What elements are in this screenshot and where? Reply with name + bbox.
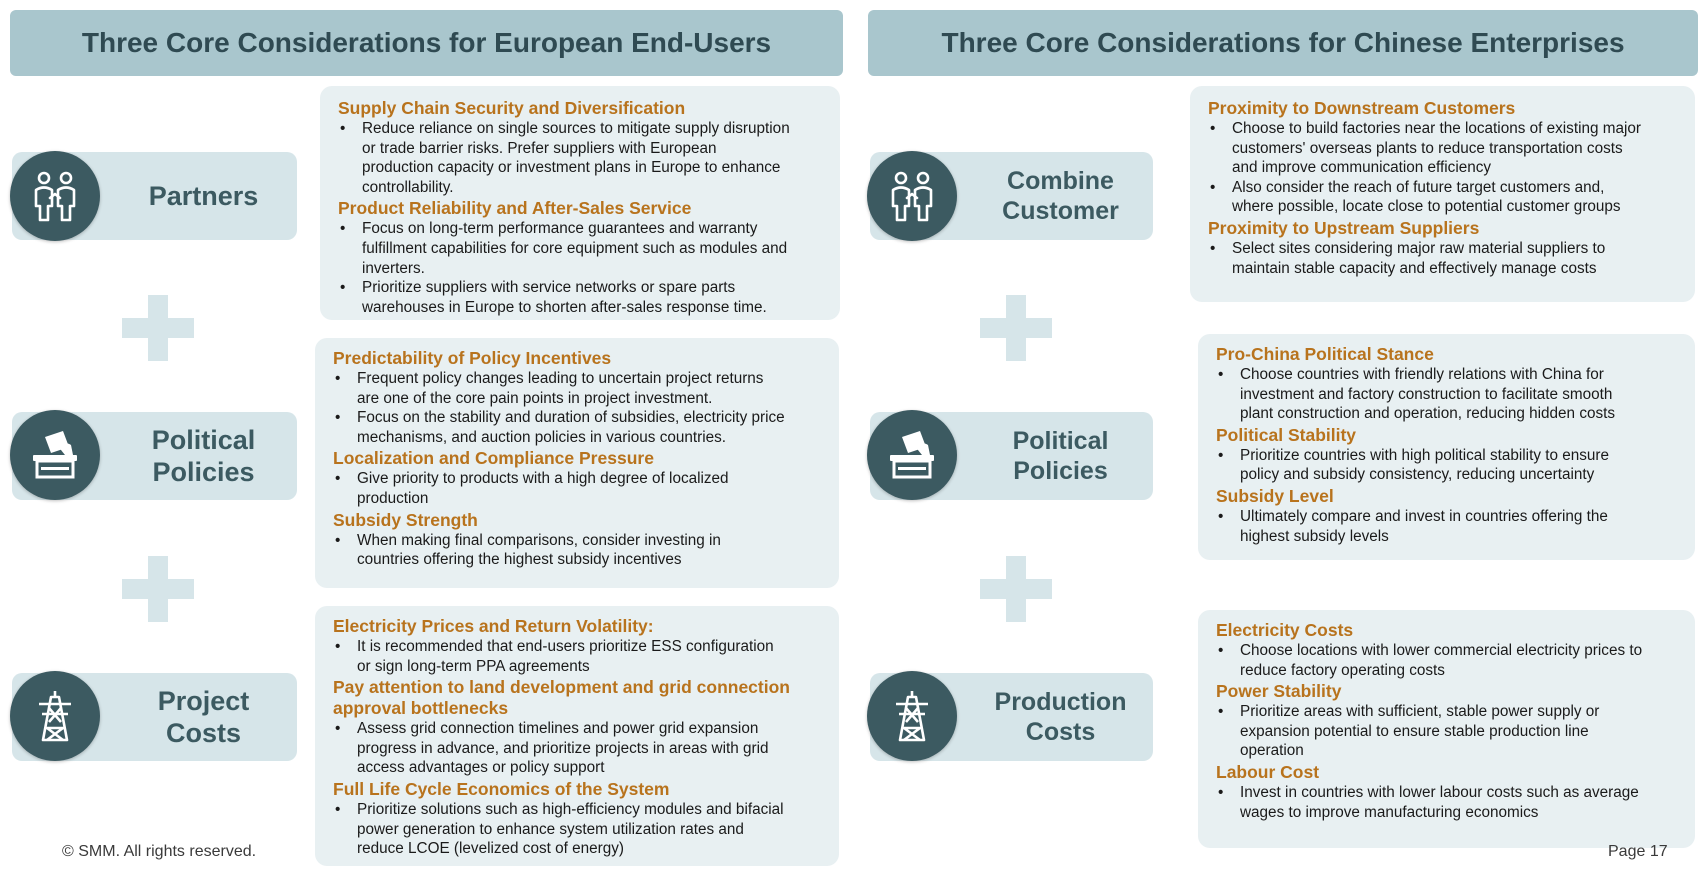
section-title bbox=[1216, 762, 1679, 783]
copyright-notice: © SMM. All rights reserved. bbox=[62, 843, 257, 860]
section-title bbox=[1216, 681, 1679, 702]
bullet-line: • Choose to build factories near the locations of existing major bbox=[1232, 120, 1641, 137]
section-title bbox=[333, 616, 823, 637]
section-title bbox=[1216, 425, 1679, 446]
bullet-line: investment and factory construction to facilitate smooth bbox=[1240, 385, 1613, 403]
bullet-line: • Ultimately compare and invest in countries offering the bbox=[1240, 507, 1608, 525]
detail-panel-political-policies bbox=[315, 338, 839, 588]
ballot-box-icon bbox=[10, 410, 100, 500]
bullet-line: fulfillment capabilities for core equipment such as modules and bbox=[362, 239, 788, 257]
bullet-list bbox=[333, 800, 823, 859]
bullet-list bbox=[1216, 783, 1679, 822]
bullet-line: warehouses in Europe to shorten after-sales response time. bbox=[362, 298, 767, 316]
category-label-project-costs: Project Costs bbox=[157, 685, 250, 748]
category-label-partners: Partners bbox=[148, 180, 259, 211]
section-title-line: approval bottlenecks bbox=[333, 698, 509, 719]
bullet-line: power generation to enhance system utilization rates and bbox=[357, 820, 744, 838]
bullet-item bbox=[338, 219, 824, 278]
bullet-line: access advantages or policy support bbox=[357, 759, 605, 777]
power-tower-icon bbox=[10, 671, 100, 761]
bullet-line: inverters. bbox=[362, 259, 425, 277]
bullet-item bbox=[333, 469, 823, 508]
bullet-line: • Assess grid connection timelines and power grid expansion bbox=[357, 720, 759, 738]
bullet-item bbox=[338, 119, 824, 197]
section-title-line: Proximity to Upstream Suppliers bbox=[1208, 217, 1480, 238]
section-title-line: Electricity Costs bbox=[1216, 620, 1354, 640]
bullet-line: operation bbox=[1240, 742, 1304, 760]
bullet-list bbox=[338, 219, 824, 317]
detail-panel-partners bbox=[320, 86, 840, 320]
bullet-item bbox=[1208, 119, 1679, 178]
bullet-line: • Focus on the stability and duration of subsidies, electricity price bbox=[357, 409, 785, 427]
bullet-item bbox=[1216, 783, 1679, 822]
page-number: Page 17 bbox=[1608, 843, 1668, 860]
bullet-line: maintain stable capacity and effectively manage costs bbox=[1232, 259, 1597, 277]
section-title-line: Proximity to Downstream Customers bbox=[1208, 98, 1516, 118]
bullet-line: • It is recommended that end-users prioritize ESS configuration bbox=[357, 638, 774, 655]
bullet-list bbox=[333, 637, 823, 676]
bullet-line: and improve communication efficiency bbox=[1232, 159, 1492, 177]
bullet-item bbox=[333, 637, 823, 676]
bullet-line: • Reduce reliance on single sources to mitigate supply disruption bbox=[362, 120, 790, 137]
bullet-line: • Prioritize suppliers with service networks or spare parts bbox=[362, 279, 736, 297]
bullet-line: • When making final comparisons, consider investing in bbox=[357, 531, 721, 549]
bullet-item bbox=[333, 719, 823, 778]
bullet-line: • Select sites considering major raw material suppliers to bbox=[1232, 239, 1606, 257]
bullet-line: policy and subsidy consistency, reducing uncertainty bbox=[1240, 466, 1595, 484]
bullet-line: • Give priority to products with a high degree of localized bbox=[357, 470, 729, 488]
section-title bbox=[1216, 344, 1679, 365]
bullet-item bbox=[1216, 641, 1679, 680]
section-title-line: Pro-China Political Stance bbox=[1216, 344, 1434, 364]
handshake-icon bbox=[10, 151, 100, 241]
category-label-political-policies: Political Policies bbox=[1012, 427, 1109, 485]
section-title bbox=[333, 677, 823, 719]
bullet-item bbox=[1208, 178, 1679, 217]
bullet-line: expansion potential to ensure stable production line bbox=[1240, 722, 1589, 740]
section-title-line: Labour Cost bbox=[1216, 761, 1320, 782]
bullet-line: wages to improve manufacturing economics bbox=[1240, 803, 1539, 821]
bullet-list bbox=[338, 119, 824, 197]
section-title-line: Power Stability bbox=[1216, 681, 1342, 702]
bullet-line: • Prioritize countries with high political stability to ensure bbox=[1240, 446, 1609, 464]
section-title bbox=[333, 779, 823, 800]
category-label-production-costs: Production Costs bbox=[994, 688, 1127, 746]
bullet-list bbox=[1216, 702, 1679, 761]
right-column-header: Three Core Considerations for Chinese Enterprises bbox=[868, 10, 1698, 76]
bullet-line: mechanisms, and auction policies in various countries. bbox=[357, 428, 727, 446]
section-title bbox=[1208, 218, 1679, 239]
ballot-box-icon bbox=[867, 410, 957, 500]
category-label-political-policies: Political Policies bbox=[151, 424, 256, 487]
section-title-line: Pay attention to land development and grid connection bbox=[333, 677, 790, 698]
bullet-line: • Choose countries with friendly relations with China for bbox=[1240, 366, 1604, 383]
power-tower-icon bbox=[867, 671, 957, 761]
bullet-line: • Invest in countries with lower labour costs such as average bbox=[1240, 783, 1639, 801]
bullet-list bbox=[1208, 119, 1679, 217]
bullet-item bbox=[1216, 365, 1679, 424]
bullet-line: • Prioritize areas with sufficient, stable power supply or bbox=[1240, 703, 1600, 721]
section-title bbox=[333, 448, 823, 469]
section-title bbox=[338, 98, 824, 119]
bullet-list bbox=[333, 531, 823, 570]
bullet-item bbox=[1216, 702, 1679, 761]
section-title bbox=[1216, 620, 1679, 641]
bullet-list bbox=[1216, 507, 1679, 546]
bullet-line: highest subsidy levels bbox=[1240, 527, 1389, 545]
plus-icon bbox=[122, 295, 194, 361]
plus-icon bbox=[980, 556, 1052, 622]
handshake-icon bbox=[867, 151, 957, 241]
bullet-line: controllability. bbox=[362, 178, 454, 196]
bullet-item bbox=[333, 800, 823, 859]
bullet-item bbox=[338, 278, 824, 317]
bullet-line: progress in advance, and prioritize projects in areas with grid bbox=[357, 739, 769, 757]
left-column-header: Three Core Considerations for European End-Users bbox=[10, 10, 843, 76]
bullet-item bbox=[1208, 239, 1679, 278]
section-title bbox=[338, 198, 824, 219]
bullet-line: • Also consider the reach of future target customers and, bbox=[1232, 178, 1605, 196]
bullet-list bbox=[1216, 641, 1679, 680]
section-title-line: Subsidy Strength bbox=[333, 509, 478, 530]
bullet-item bbox=[1216, 446, 1679, 485]
bullet-list bbox=[333, 469, 823, 508]
detail-panel-project-costs bbox=[315, 606, 839, 866]
bullet-line: production capacity or investment plans in Europe to enhance bbox=[362, 159, 781, 177]
section-title-line: Product Reliability and After-Sales Service bbox=[338, 198, 692, 219]
section-title-line: Full Life Cycle Economics of the System bbox=[333, 778, 670, 799]
plus-icon bbox=[122, 556, 194, 622]
section-title bbox=[1208, 98, 1679, 119]
section-title-line: Supply Chain Security and Diversification bbox=[338, 98, 686, 118]
bullet-item bbox=[1216, 507, 1679, 546]
bullet-line: are one of the core pain points in project investment. bbox=[357, 389, 713, 407]
bullet-list bbox=[333, 369, 823, 447]
bullet-item bbox=[333, 369, 823, 408]
bullet-line: • Prioritize solutions such as high-efficiency modules and bifacial bbox=[357, 800, 784, 818]
bullet-line: countries offering the highest subsidy incentives bbox=[357, 551, 682, 569]
section-title-line: Predictability of Policy Incentives bbox=[333, 348, 612, 368]
detail-panel-production-costs bbox=[1198, 610, 1695, 848]
section-title bbox=[1216, 486, 1679, 507]
bullet-line: • Frequent policy changes leading to uncertain project returns bbox=[357, 370, 764, 387]
bullet-line: where possible, locate close to potential customer groups bbox=[1232, 198, 1621, 216]
bullet-line: or sign long-term PPA agreements bbox=[357, 657, 590, 675]
bullet-list bbox=[1216, 446, 1679, 485]
bullet-line: customers' overseas plants to reduce transportation costs bbox=[1232, 139, 1623, 157]
detail-panel-combine-customer bbox=[1190, 86, 1695, 302]
section-title bbox=[333, 348, 823, 369]
section-title-line: Subsidy Level bbox=[1216, 485, 1334, 506]
bullet-line: • Choose locations with lower commercial electricity prices to bbox=[1240, 642, 1643, 659]
section-title-line: Electricity Prices and Return Volatility: bbox=[333, 616, 654, 636]
bullet-list bbox=[1208, 239, 1679, 278]
category-label-combine-customer: Combine Customer bbox=[1002, 167, 1119, 225]
bullet-list bbox=[1216, 365, 1679, 424]
bullet-line: or trade barrier risks. Prefer suppliers with European bbox=[362, 139, 717, 157]
bullet-line: plant construction and operation, reducing hidden costs bbox=[1240, 405, 1616, 423]
bullet-line: reduce factory operating costs bbox=[1240, 661, 1445, 679]
bullet-list bbox=[333, 719, 823, 778]
section-title-line: Political Stability bbox=[1216, 424, 1357, 445]
bullet-line: production bbox=[357, 489, 429, 507]
plus-icon bbox=[980, 295, 1052, 361]
bullet-item bbox=[333, 531, 823, 570]
detail-panel-political-policies bbox=[1198, 334, 1695, 560]
section-title-line: Localization and Compliance Pressure bbox=[333, 448, 654, 469]
section-title bbox=[333, 510, 823, 531]
bullet-line: • Focus on long-term performance guarantees and warranty bbox=[362, 220, 758, 238]
bullet-line: reduce LCOE (levelized cost of energy) bbox=[357, 840, 624, 858]
bullet-item bbox=[333, 408, 823, 447]
